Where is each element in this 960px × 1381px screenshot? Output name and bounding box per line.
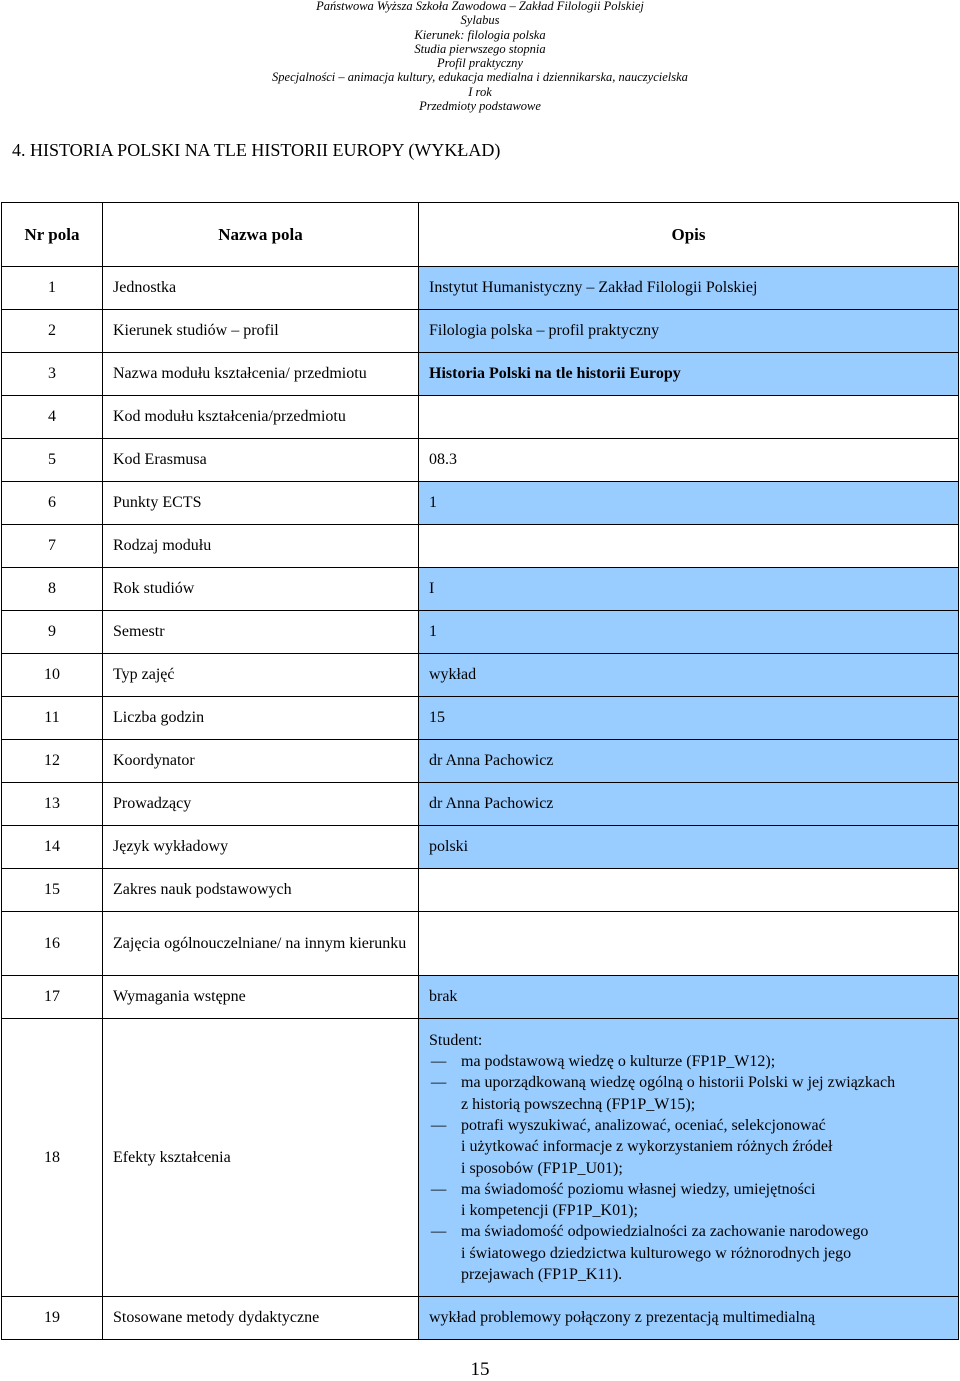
outcome-line: potrafi wyszukiwać, analizować, oceniać, selekcjonować: [461, 1116, 826, 1134]
cell-nr: 17: [2, 976, 103, 1019]
cell-nr: 6: [2, 482, 103, 525]
cell-nr: 15: [2, 869, 103, 912]
header-line: Przedmioty podstawowe: [419, 99, 541, 114]
cell-description: 1: [419, 611, 959, 654]
table-row: [2, 976, 959, 1019]
table-row: [2, 439, 959, 482]
cell-field-name: Liczba godzin: [103, 697, 419, 740]
cell-field-name: Typ zajęć: [103, 654, 419, 697]
table-row: [2, 783, 959, 826]
cell-nr: 11: [2, 697, 103, 740]
cell-description: [419, 912, 959, 976]
table-row: [2, 482, 959, 525]
header-line: Kierunek: filologia polska: [414, 27, 546, 42]
outcome-item: [429, 1051, 952, 1072]
cell-nr: 12: [2, 740, 103, 783]
cell-nr: 8: [2, 568, 103, 611]
cell-nr: 1: [2, 267, 103, 310]
header-line: Państwowa Wyższa Szkoła Zawodowa – Zakład Filologii Polskiej: [316, 0, 644, 13]
cell-nr: 14: [2, 826, 103, 869]
cell-description: wykład problemowy połączony z prezentacją multimedialną: [419, 1297, 959, 1340]
header-line: Specjalności – animacja kultury, edukacja medialna i dziennikarska, nauczycielska: [272, 70, 688, 85]
outcome-line: ma uporządkowaną wiedzę ogólną o historii Polski w jej związkach: [461, 1074, 896, 1092]
header-line: I rok: [468, 84, 492, 99]
cell-nr: 13: [2, 783, 103, 826]
cell-nr: 5: [2, 439, 103, 482]
cell-description: Instytut Humanistyczny – Zakład Filologii Polskiej: [419, 267, 959, 310]
cell-nr: 4: [2, 396, 103, 439]
table-row: [2, 697, 959, 740]
cell-description: wykład: [419, 654, 959, 697]
page-number: 15: [470, 1359, 490, 1380]
cell-description: Historia Polski na tle historii Europy: [419, 353, 959, 396]
document-title: 4. HISTORIA POLSKI NA TLE HISTORII EUROPY (WYKŁAD): [12, 140, 501, 160]
header-line: Profil praktyczny: [437, 56, 523, 71]
bullet-dash: –: [431, 1074, 447, 1092]
cell-nr: 2: [2, 310, 103, 353]
cell-nr: 9: [2, 611, 103, 654]
bullet-dash: –: [431, 1180, 447, 1198]
table-row: [2, 654, 959, 697]
cell-field-name: Rok studiów: [103, 568, 419, 611]
cell-description: I: [419, 568, 959, 611]
cell-nr: 10: [2, 654, 103, 697]
cell-nr: 18: [2, 1019, 103, 1297]
table-row: [2, 611, 959, 654]
cell-field-name: Jednostka: [103, 267, 419, 310]
cell-field-name: Zajęcia ogólnouczelniane/ na innym kierunku: [103, 912, 419, 976]
learning-outcomes-list: [429, 1030, 952, 1286]
cell-field-name: Prowadzący: [103, 783, 419, 826]
table-header-row: [2, 203, 959, 267]
cell-field-name: Kod modułu kształcenia/przedmiotu: [103, 396, 419, 439]
outcome-line: ma świadomość odpowiedzialności za zachowanie narodowego: [461, 1223, 869, 1241]
column-header-nr: Nr pola: [2, 203, 103, 267]
cell-field-name: Zakres nauk podstawowych: [103, 869, 419, 912]
syllabus-table: [1, 202, 959, 1340]
cell-description: dr Anna Pachowicz: [419, 783, 959, 826]
column-header-name: Nazwa pola: [103, 203, 419, 267]
cell-description: [419, 1019, 959, 1297]
outcome-item: [429, 1115, 952, 1179]
cell-field-name: Wymagania wstępne: [103, 976, 419, 1019]
cell-description: brak: [419, 976, 959, 1019]
table-row: [2, 568, 959, 611]
table-row: [2, 310, 959, 353]
table-row: [2, 267, 959, 310]
cell-field-name: Kierunek studiów – profil: [103, 310, 419, 353]
bullet-dash: –: [431, 1223, 447, 1241]
cell-description: 1: [419, 482, 959, 525]
table-row: [2, 912, 959, 976]
cell-nr: 19: [2, 1297, 103, 1340]
cell-field-name: Język wykładowy: [103, 826, 419, 869]
cell-field-name: Kod Erasmusa: [103, 439, 419, 482]
cell-description: 15: [419, 697, 959, 740]
cell-field-name: Efekty kształcenia: [103, 1019, 419, 1297]
cell-nr: 3: [2, 353, 103, 396]
outcome-line: przejawach (FP1P_K11).: [461, 1265, 623, 1283]
outcome-item: [429, 1072, 952, 1115]
table-row: [2, 826, 959, 869]
table-row: [2, 869, 959, 912]
outcome-line: i światowego dziedzictwa kulturowego w różnorodnych jego: [461, 1244, 852, 1262]
header-line: Studia pierwszego stopnia: [414, 41, 546, 56]
cell-description: [419, 869, 959, 912]
table-row: [2, 525, 959, 568]
header-line: Sylabus: [460, 13, 500, 28]
outcome-item: [429, 1179, 952, 1222]
table-row: [2, 396, 959, 439]
cell-description: polski: [419, 826, 959, 869]
cell-description: [419, 525, 959, 568]
cell-field-name: Stosowane metody dydaktyczne: [103, 1297, 419, 1340]
cell-field-name: Koordynator: [103, 740, 419, 783]
cell-nr: 16: [2, 912, 103, 976]
bullet-dash: –: [431, 1116, 447, 1134]
cell-description: [419, 396, 959, 439]
cell-description: dr Anna Pachowicz: [419, 740, 959, 783]
outcome-item: [429, 1221, 952, 1285]
outcome-line: ma świadomość poziomu własnej wiedzy, umiejętności: [461, 1180, 816, 1198]
cell-nr: 7: [2, 525, 103, 568]
outcome-line: z historią powszechną (FP1P_W15);: [461, 1095, 696, 1113]
bullet-dash: –: [431, 1053, 447, 1071]
outcome-line: i użytkować informacje z wykorzystaniem różnych źródeł: [461, 1138, 833, 1156]
table-row: [2, 1297, 959, 1340]
column-header-description: Opis: [419, 203, 959, 267]
document-header: [0, 0, 960, 113]
cell-description: Filologia polska – profil praktyczny: [419, 310, 959, 353]
table-row: [2, 1019, 959, 1297]
table-row: [2, 353, 959, 396]
outcome-line: i sposobów (FP1P_U01);: [461, 1159, 623, 1177]
cell-field-name: Nazwa modułu kształcenia/ przedmiotu: [103, 353, 419, 396]
table-row: [2, 740, 959, 783]
cell-description: 08.3: [419, 439, 959, 482]
cell-field-name: Semestr: [103, 611, 419, 654]
outcome-line: i kompetencji (FP1P_K01);: [461, 1202, 638, 1220]
outcomes-intro: Student:: [429, 1031, 483, 1049]
cell-field-name: Rodzaj modułu: [103, 525, 419, 568]
cell-field-name: Punkty ECTS: [103, 482, 419, 525]
outcome-line: ma podstawową wiedzę o kulturze (FP1P_W12);: [461, 1053, 776, 1071]
